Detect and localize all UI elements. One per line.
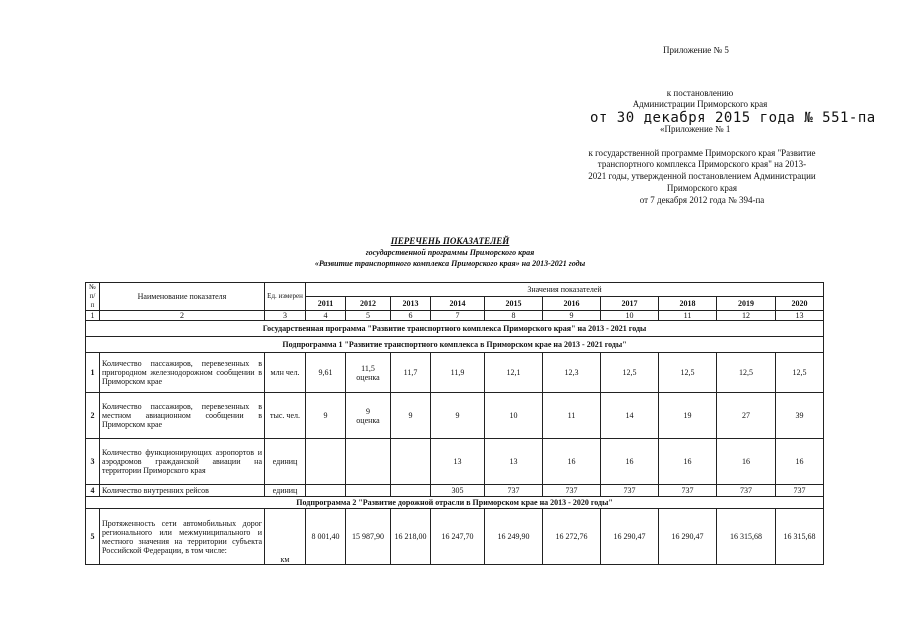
row-number: 1 [86,353,100,393]
table-row [86,393,824,439]
value-cell: 12,5 [717,353,776,393]
value-cell: 16 [659,439,717,485]
value-cell: 13 [485,439,543,485]
value-cell: 16 247,70 [431,509,485,565]
estimate-note: оценка [356,372,380,382]
value-cell: 16 315,68 [717,509,776,565]
estimate-note: оценка [356,415,380,425]
value-cell: 9 [431,393,485,439]
row-number: 2 [86,393,100,439]
value-cell [346,439,391,485]
value-cell: 737 [776,485,824,497]
value-cell: 16 249,90 [485,509,543,565]
value-cell: 12,5 [776,353,824,393]
value-cell-estimate [346,393,391,439]
year-cell: 2020 [776,297,824,311]
value-cell: 9,61 [306,353,346,393]
value-cell: 737 [717,485,776,497]
year-cell: 2018 [659,297,717,311]
subprogram-2-row: Подпрограмма 2 "Развитие дорожной отрасли в Приморском крае на 2013 - 2020 годы" [86,497,824,509]
year-cell: 2019 [717,297,776,311]
value-cell: 12,5 [659,353,717,393]
decree-line-2: Администрации Приморского края [632,99,768,109]
unit-cell: км [265,509,306,565]
year-cell: 2017 [601,297,659,311]
value-cell: 16 [717,439,776,485]
value-cell: 11,7 [391,353,431,393]
value-cell: 8 001,40 [306,509,346,565]
colnum-cell: 7 [431,311,485,321]
value: 9 [366,406,370,416]
value-cell: 9 [306,393,346,439]
colnum-cell: 11 [659,311,717,321]
program-ref-line-1: к государственной программе Приморского края "Развитие [588,148,816,158]
value-cell: 16 290,47 [601,509,659,565]
value-cell: 12,3 [543,353,601,393]
row-number: 4 [86,485,100,497]
value: 11,5 [361,363,375,373]
annex-number: Приложение № 5 [663,45,729,55]
value-cell: 16 272,76 [543,509,601,565]
value-cell: 27 [717,393,776,439]
year-cell: 2013 [391,297,431,311]
colnum-cell: 4 [306,311,346,321]
value-cell: 737 [659,485,717,497]
doc-title: ПЕРЕЧЕНЬ ПОКАЗАТЕЛЕЙ [390,236,510,246]
value-cell: 12,5 [601,353,659,393]
colnum-cell: 3 [265,311,306,321]
value-cell: 305 [431,485,485,497]
unit-cell: единиц [265,439,306,485]
colnum-cell: 12 [717,311,776,321]
col-name-header: Наименование показателя [100,283,265,311]
value-cell: 14 [601,393,659,439]
year-cell: 2012 [346,297,391,311]
year-cell: 2015 [485,297,543,311]
value-cell: 39 [776,393,824,439]
value-cell [306,439,346,485]
program-ref-line-4: Приморского края [666,183,738,193]
value-cell [391,485,431,497]
colnum-cell: 13 [776,311,824,321]
program-ref-line-2: транспортного комплекса Приморского края" на 2013- [597,159,807,169]
year-cell: 2011 [306,297,346,311]
colnum-cell: 8 [485,311,543,321]
col-unit-header: Ед. измерен [265,283,306,311]
value-cell: 9 [391,393,431,439]
value-cell: 16 [543,439,601,485]
indicator-name: Количество внутренних рейсов [100,485,265,497]
unit-cell: млн чел. [265,353,306,393]
table-row [86,509,824,565]
doc-program-name: «Развитие транспортного комплекса Приморского края» на 2013-2021 годы [314,259,586,268]
decree-line-1: к постановлению [666,88,734,98]
value-cell: 11 [543,393,601,439]
program-ref-line-3: 2021 годы, утвержденной постановлением Администрации [588,171,816,181]
values-header: Значения показателей [306,283,824,297]
year-cell: 2014 [431,297,485,311]
table-row [86,353,824,393]
indicators-table [85,282,824,565]
indicator-name: Количество пассажиров, перевезенных в пригородном железнодорожном сообщении в Приморском крае [100,353,265,393]
table-row [86,439,824,485]
value-cell: 16 [776,439,824,485]
value-cell [306,485,346,497]
row-number: 3 [86,439,100,485]
value-cell: 737 [485,485,543,497]
year-cell: 2016 [543,297,601,311]
program-section-row: Государственная программа "Развитие транспортного комплекса Приморского края" на 2013 - 2021 годы [86,321,824,337]
value-cell: 12,1 [485,353,543,393]
colnum-cell: 10 [601,311,659,321]
indicator-name: Количество пассажиров, перевезенных в местном авиационном сообщении в Приморском крае [100,393,265,439]
value-cell: 16 290,47 [659,509,717,565]
annex-1-label: «Приложение № 1 [660,124,731,134]
colnum-cell: 5 [346,311,391,321]
subprogram-1-row: Подпрограмма 1 "Развитие транспортного комплекса в Приморском крае на 2013 - 2021 годы" [86,337,824,353]
value-cell: 16 218,00 [391,509,431,565]
indicator-name: Протяженность сети автомобильных дорог регионального или межмуниципального и местного значения на территории субъекта Российской Федерации, в том числе: [100,509,265,565]
value-cell: 19 [659,393,717,439]
table-row [86,485,824,497]
row-number: 5 [86,509,100,565]
doc-subtitle: государственной программы Приморского края [365,248,535,257]
colnum-cell: 2 [100,311,265,321]
value-cell: 11,9 [431,353,485,393]
value-cell: 10 [485,393,543,439]
value-cell-estimate [346,353,391,393]
value-cell: 15 987,90 [346,509,391,565]
value-cell: 13 [431,439,485,485]
colnum-cell: 9 [543,311,601,321]
colnum-cell: 1 [86,311,100,321]
indicator-name: Количество функционирующих аэропортов и аэродромов гражданской авиации на территории Приморского края [100,439,265,485]
decree-date-stamp: от 30 декабря 2015 года № 551-па [590,110,876,126]
unit-cell: тыс. чел. [265,393,306,439]
unit-cell: единиц [265,485,306,497]
colnum-cell: 6 [391,311,431,321]
value-cell [391,439,431,485]
program-ref-line-5: от 7 декабря 2012 года № 394-па [639,195,765,205]
value-cell: 737 [601,485,659,497]
value-cell: 16 [601,439,659,485]
column-numbers-row [86,311,824,321]
col-num-header: № п/п [86,283,100,311]
value-cell: 737 [543,485,601,497]
value-cell [346,485,391,497]
value-cell: 16 315,68 [776,509,824,565]
